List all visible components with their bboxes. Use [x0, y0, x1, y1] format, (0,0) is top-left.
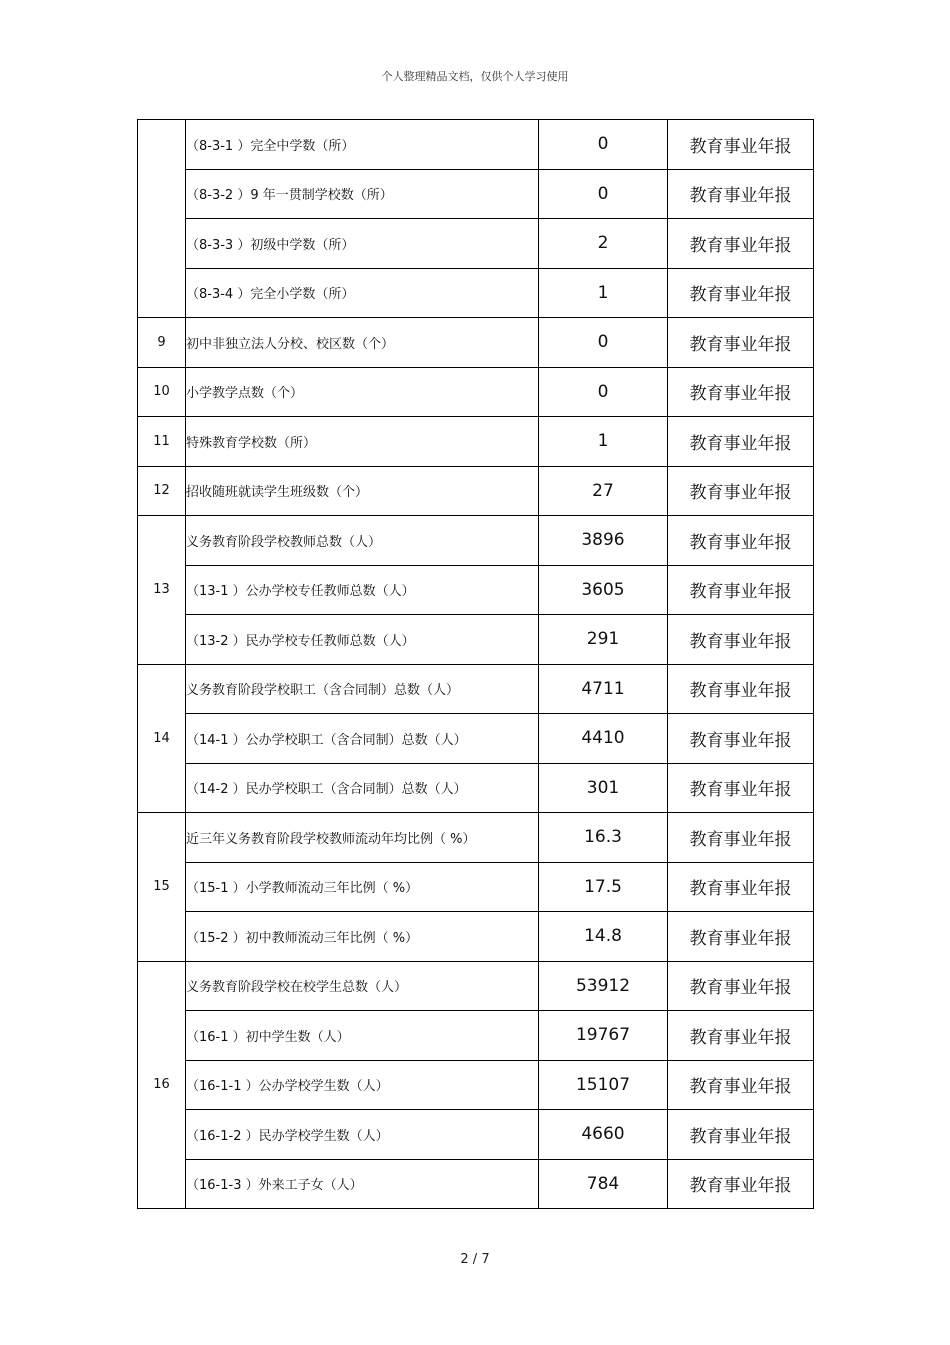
source-cell: 教育事业年报: [668, 219, 814, 269]
value-cell: 0: [539, 169, 668, 219]
table-row: [138, 318, 814, 368]
item-cell: 特殊教育学校数（所）: [186, 417, 539, 467]
value-cell: 2: [539, 219, 668, 269]
value-cell: 0: [539, 120, 668, 170]
page-number: 2 / 7: [460, 1252, 490, 1267]
source-cell: 教育事业年报: [668, 417, 814, 467]
value-cell: 4660: [539, 1110, 668, 1160]
row-number-cell: 16: [138, 961, 186, 1209]
value-cell: 291: [539, 615, 668, 665]
item-cell: 义务教育阶段学校职工（含合同制）总数（人）: [186, 664, 539, 714]
item-cell: 近三年义务教育阶段学校教师流动年均比例（ %）: [186, 813, 539, 863]
source-cell: 教育事业年报: [668, 367, 814, 417]
source-cell: 教育事业年报: [668, 961, 814, 1011]
value-cell: 3605: [539, 565, 668, 615]
source-cell: 教育事业年报: [668, 1159, 814, 1209]
source-cell: 教育事业年报: [668, 1110, 814, 1160]
item-cell: （16-1 ）初中学生数（人）: [186, 1011, 539, 1061]
table-row: [138, 961, 814, 1011]
table-row: [138, 664, 814, 714]
row-number-cell: 12: [138, 466, 186, 516]
table-row: [138, 169, 814, 219]
row-number-cell: 14: [138, 664, 186, 813]
source-cell: 教育事业年报: [668, 1060, 814, 1110]
item-cell: （8-3-1 ）完全中学数（所）: [186, 120, 539, 170]
table-row: [138, 268, 814, 318]
table-row: [138, 565, 814, 615]
source-cell: 教育事业年报: [668, 318, 814, 368]
value-cell: 16.3: [539, 813, 668, 863]
statistics-table: [137, 119, 814, 1209]
value-cell: 53912: [539, 961, 668, 1011]
row-number-cell: [138, 120, 186, 318]
item-cell: 义务教育阶段学校在校学生总数（人）: [186, 961, 539, 1011]
table-row: [138, 912, 814, 962]
source-cell: 教育事业年报: [668, 268, 814, 318]
table-row: [138, 367, 814, 417]
value-cell: 784: [539, 1159, 668, 1209]
value-cell: 1: [539, 417, 668, 467]
item-cell: 招收随班就读学生班级数（个）: [186, 466, 539, 516]
item-cell: 小学教学点数（个）: [186, 367, 539, 417]
source-cell: 教育事业年报: [668, 615, 814, 665]
table-row: [138, 1060, 814, 1110]
table-row: [138, 516, 814, 566]
value-cell: 15107: [539, 1060, 668, 1110]
item-cell: （14-1 ）公办学校职工（含合同制）总数（人）: [186, 714, 539, 764]
table-row: [138, 219, 814, 269]
value-cell: 0: [539, 367, 668, 417]
value-cell: 3896: [539, 516, 668, 566]
value-cell: 14.8: [539, 912, 668, 962]
source-cell: 教育事业年报: [668, 565, 814, 615]
item-cell: 初中非独立法人分校、校区数（个）: [186, 318, 539, 368]
item-cell: （8-3-2 ）9 年一贯制学校数（所）: [186, 169, 539, 219]
value-cell: 1: [539, 268, 668, 318]
item-cell: （13-1 ）公办学校专任教师总数（人）: [186, 565, 539, 615]
source-cell: 教育事业年报: [668, 1011, 814, 1061]
row-number-cell: 13: [138, 516, 186, 665]
page-header: 个人整理精品文档，仅供个人学习使用: [381, 70, 569, 83]
table-row: [138, 466, 814, 516]
source-cell: 教育事业年报: [668, 912, 814, 962]
table-row: [138, 714, 814, 764]
table-row: [138, 1159, 814, 1209]
table-row: [138, 615, 814, 665]
value-cell: 17.5: [539, 862, 668, 912]
source-cell: 教育事业年报: [668, 813, 814, 863]
row-number-cell: 10: [138, 367, 186, 417]
table-row: [138, 120, 814, 170]
source-cell: 教育事业年报: [668, 763, 814, 813]
row-number-cell: 11: [138, 417, 186, 467]
item-cell: （15-1 ）小学教师流动三年比例（ %）: [186, 862, 539, 912]
table-row: [138, 1110, 814, 1160]
value-cell: 4711: [539, 664, 668, 714]
source-cell: 教育事业年报: [668, 516, 814, 566]
value-cell: 301: [539, 763, 668, 813]
source-cell: 教育事业年报: [668, 664, 814, 714]
item-cell: 义务教育阶段学校教师总数（人）: [186, 516, 539, 566]
value-cell: 4410: [539, 714, 668, 764]
item-cell: （8-3-3 ）初级中学数（所）: [186, 219, 539, 269]
item-cell: （8-3-4 ）完全小学数（所）: [186, 268, 539, 318]
item-cell: （16-1-2 ）民办学校学生数（人）: [186, 1110, 539, 1160]
table-row: [138, 862, 814, 912]
item-cell: （14-2 ）民办学校职工（含合同制）总数（人）: [186, 763, 539, 813]
value-cell: 19767: [539, 1011, 668, 1061]
item-cell: （16-1-3 ）外来工子女（人）: [186, 1159, 539, 1209]
table-row: [138, 813, 814, 863]
source-cell: 教育事业年报: [668, 169, 814, 219]
value-cell: 0: [539, 318, 668, 368]
source-cell: 教育事业年报: [668, 466, 814, 516]
table-row: [138, 1011, 814, 1061]
table-row: [138, 763, 814, 813]
source-cell: 教育事业年报: [668, 714, 814, 764]
row-number-cell: 15: [138, 813, 186, 962]
item-cell: （16-1-1 ）公办学校学生数（人）: [186, 1060, 539, 1110]
table-row: [138, 417, 814, 467]
value-cell: 27: [539, 466, 668, 516]
source-cell: 教育事业年报: [668, 120, 814, 170]
row-number-cell: 9: [138, 318, 186, 368]
item-cell: （15-2 ）初中教师流动三年比例（ %）: [186, 912, 539, 962]
source-cell: 教育事业年报: [668, 862, 814, 912]
item-cell: （13-2 ）民办学校专任教师总数（人）: [186, 615, 539, 665]
